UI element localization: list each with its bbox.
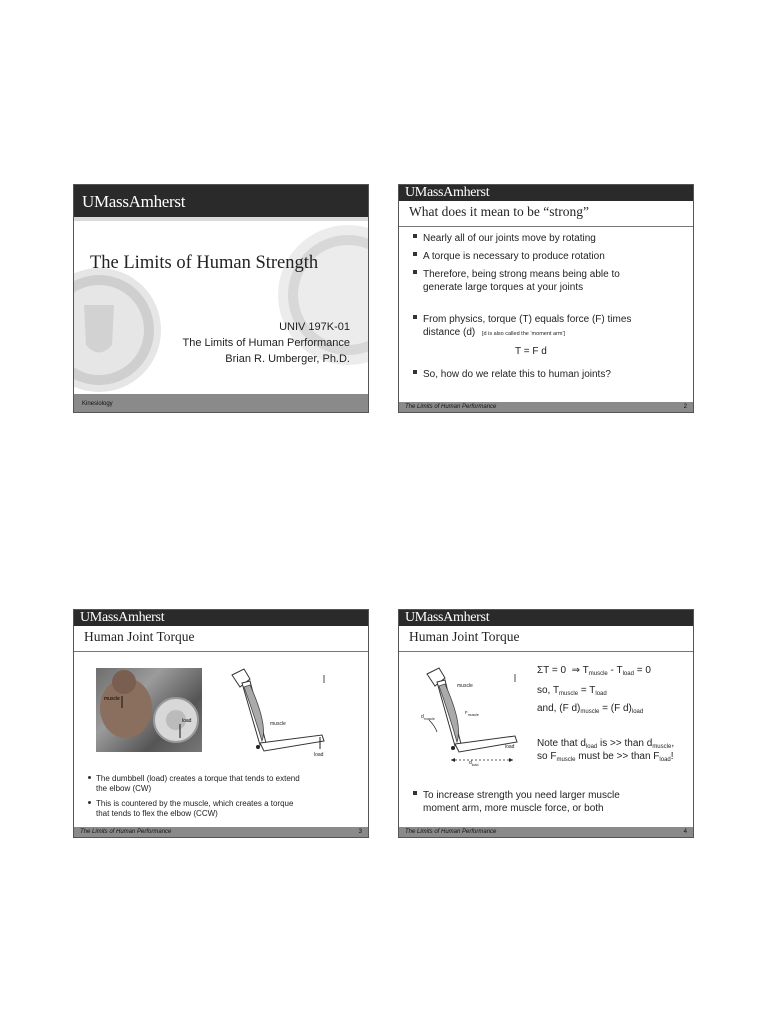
logo: UMassAmherst <box>80 610 165 625</box>
torque-balance-equation: ΣT = 0 ⇒ $T_{muscle} - T_{load} = 0$ <box>537 665 651 677</box>
presentation-info <box>182 319 350 367</box>
page-number: 3 <box>358 829 362 835</box>
bodybuilder-photo: muscle load <box>96 668 202 752</box>
slide-title: Human Joint Torque <box>84 629 195 644</box>
elbow-diagram <box>224 665 334 765</box>
course-title: The Limits of Human Performance <box>182 337 350 349</box>
bullet-item: To increase strength you need larger muscle moment arm, more muscle force, or both <box>413 790 620 815</box>
diagram-muscle-label: muscle <box>457 683 473 689</box>
bullet-square-icon <box>413 370 417 374</box>
bullet-item: Therefore, being strong means being able to generate large torques at your joints <box>413 269 620 294</box>
diagram-load-label: load <box>505 744 515 750</box>
force-distance-equality: and, (F $d)_{muscle} = (F$ $d)_{load}$ <box>537 703 644 715</box>
diagram-dmuscle-label: $d_{muscle}$ <box>421 714 435 721</box>
logo: UMassAmherst <box>405 610 490 625</box>
title-rule <box>399 226 693 227</box>
title-rule <box>74 651 368 652</box>
slide-title: What does it mean to be “strong” <box>409 204 589 219</box>
bullet-square-icon <box>413 234 417 238</box>
slide-4-banner <box>399 610 693 626</box>
diagram-load-label: load <box>314 752 324 758</box>
dumbbell-curl-photo-icon <box>96 668 202 752</box>
diagram-muscle-label: muscle <box>270 721 286 727</box>
slide-4-footer: The Limits of Human Performance 4 <box>399 827 693 837</box>
page-number: 2 <box>683 404 687 410</box>
bullet-item: From physics, torque (T) equals force (F) times distance (d) [d is also called the ‘moment arm’] <box>413 314 631 340</box>
bullet-square-icon <box>413 270 417 274</box>
bullet-square-icon <box>413 315 417 319</box>
note-force: so $F_{muscle}$ must be >> than $F_{load}$! <box>537 751 674 763</box>
bullet-item: The dumbbell (load) creates a torque that tends to extend the elbow (CW) <box>88 774 300 794</box>
slide-3 <box>73 609 369 838</box>
university-seal-icon <box>73 265 164 395</box>
slide-1-footer: Kinesiology <box>74 394 368 412</box>
presentation-title: The Limits of Human Strength <box>90 253 319 273</box>
title-rule <box>399 651 693 652</box>
bullet-square-icon <box>413 252 417 256</box>
bullet-item: A torque is necessary to produce rotation <box>413 251 605 264</box>
author-name: Brian R. Umberger, Ph.D. <box>225 353 350 365</box>
torque-equation: T = F d <box>515 346 547 357</box>
slide-1 <box>73 184 369 413</box>
page-number: 4 <box>683 829 687 835</box>
diagram-dload-label: $d_{load}$ <box>469 760 479 767</box>
slide-2-banner <box>399 185 693 201</box>
slide-title: Human Joint Torque <box>409 629 520 644</box>
bullet-item: This is countered by the muscle, which creates a torque that tends to flex the elbow (CCW) <box>88 799 293 819</box>
bullet-item: Nearly all of our joints move by rotating <box>413 233 596 246</box>
bullet-dot-icon <box>88 801 91 804</box>
slide-2-footer: The Limits of Human Performance 2 <box>399 402 693 412</box>
logo: UMassAmherst <box>82 192 186 211</box>
slide-3-banner <box>74 610 368 626</box>
slide-3-footer: The Limits of Human Performance 3 <box>74 827 368 837</box>
slide-4 <box>398 609 694 838</box>
note-moment-arm: Note that $d_{load}$ is >> than $d_{muscle}$, <box>537 738 675 750</box>
diagram-fmuscle-label: $F_{muscle}$ <box>465 710 479 717</box>
logo: UMassAmherst <box>405 185 490 200</box>
bullet-square-icon <box>413 791 417 795</box>
course-code: UNIV 197K-01 <box>279 321 350 333</box>
slide-2 <box>398 184 694 413</box>
bullet-dot-icon <box>88 776 91 779</box>
torque-equality: so, $T_{muscle} = T_{load}$ <box>537 685 607 697</box>
slide-1-banner <box>74 185 368 217</box>
bullet-item: So, how do we relate this to human joints? <box>413 369 611 382</box>
